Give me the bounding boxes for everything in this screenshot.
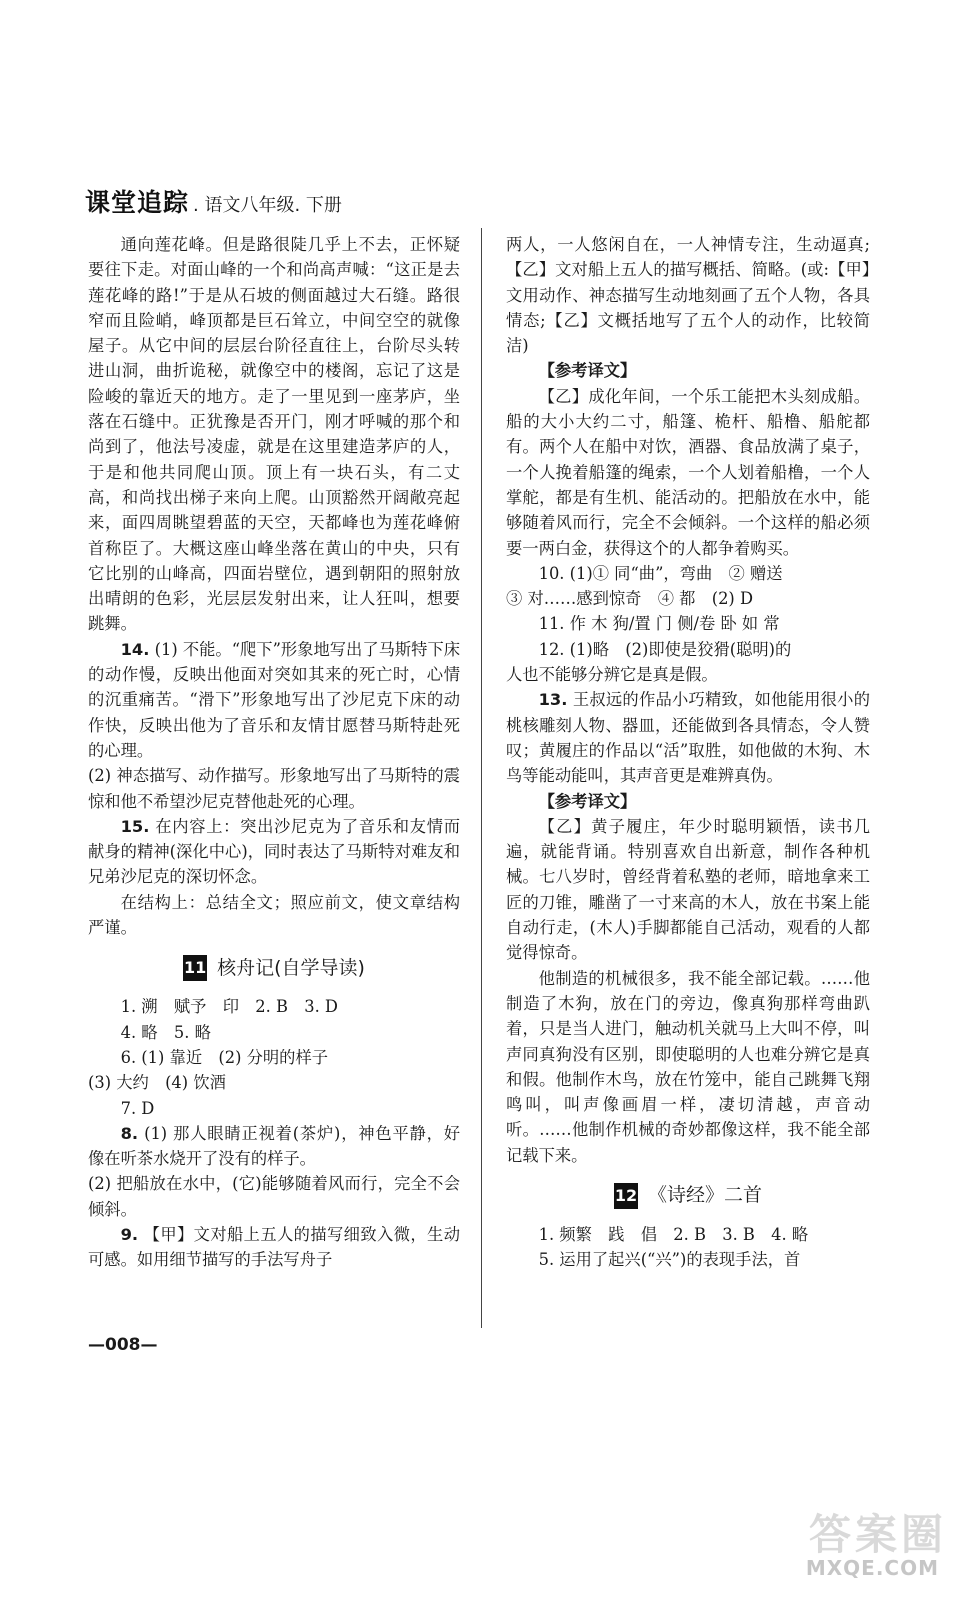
- reference-translation-title: 【参考译文】: [538, 791, 637, 811]
- answer-text: (1) 不能。“爬下”形象地写出了马斯特下床的动作慢，反映出他面对突如其来的死亡时，心情的沉重痛苦。“滑下”形象地写出了沙尼克下床的动作快，反映出他为了音乐和友情甘愿替马斯特赴死的心理。: [88, 639, 461, 760]
- answer-line: 11. 作 木 狗/置 门 侧/卷 卧 如 常: [538, 614, 780, 634]
- answer-text: (1) 那人眼睛正视着(茶炉)，神色平静，好像在听茶水烧开了没有的样子。: [88, 1123, 460, 1169]
- answer-text: 【甲】文对船上五人的描写细致入微，生动可感。如用细节描写的手法写舟子: [88, 1224, 460, 1270]
- section-title: 《诗经》二首: [647, 1184, 762, 1207]
- answer-14: [88, 637, 460, 763]
- reference-translation: 【乙】黄子履庄，年少时聪明颖悟，读书几遍，就能背诵。特别喜欢自出新意，制作各种机械。七八岁时，曾经背着私塾的老师，暗地拿来工匠的刀锥，雕凿了一寸来高的木人，放在书案上能自动行走，(木人)手脚都能自己活动，观看的人都觉得惊奇。: [506, 816, 870, 963]
- section-heading-11: [88, 946, 460, 990]
- answer-line: 10. (1)① 同“曲”，弯曲 ② 赠送: [538, 563, 783, 583]
- answer-line: 4. 略 5. 略: [120, 1022, 211, 1042]
- column-divider: [481, 228, 482, 1328]
- section-number-badge: 11: [183, 955, 207, 981]
- brand-title: 课堂追踪: [85, 188, 190, 217]
- answer-number: 14.: [120, 639, 150, 659]
- answer-line: 1. 频繁 践 倡 2. B 3. B 4. 略: [538, 1224, 809, 1244]
- right-column: [506, 232, 870, 1273]
- answer-line: 7. D: [120, 1098, 155, 1118]
- section-title: 核舟记(自学导读): [217, 956, 365, 979]
- book-subtitle: . 语文八年级. 下册: [193, 195, 342, 216]
- answer-14-part2: (2) 神态描写、动作描写。形象地写出了马斯特的震惊和他不希望沙尼克替他赴死的心理。: [88, 766, 460, 811]
- answer-line: (3) 大约 (4) 饮酒: [88, 1073, 226, 1093]
- answer-15-part2: 在结构上：总结全文；照应前文，使文章结构严谨。: [88, 892, 460, 938]
- answer-text: 在内容上：突出沙尼克为了音乐和友情而献身的精神(深化中心)，同时表达了马斯特对难友和兄弟沙尼克的深切怀念。: [88, 816, 460, 887]
- answer-line: (2) 把船放在水中，(它)能够随着风而行，完全不会倾斜。: [88, 1174, 460, 1219]
- answer-line: 12. (1)略 (2)即使是狡猾(聪明)的: [538, 639, 792, 659]
- section-heading-12: [506, 1174, 870, 1218]
- left-column: [88, 232, 460, 1273]
- reference-translation: 【乙】成化年间，一个乐工能把木头刻成船。船的大小大约二寸，船篷、桅杆、船橹、船舵都有。两个人在船中对饮，酒器、食品放满了桌子，一个人挽着船篷的绳索，一个人划着船橹，一个人掌舵，都是有生机、能活动的。把船放在水中，能够随着风而行，完全不会倾斜。一个这样的船必须要一两白金，获得这个的人都争着购买。: [506, 386, 870, 558]
- answer-line: 1. 溯 赋予 印 2. B 3. D: [120, 997, 338, 1017]
- reference-translation-title: 【参考译文】: [538, 361, 637, 381]
- answer-number: 15.: [120, 816, 150, 836]
- answer-text: 王叔远的作品小巧精致，如他能用很小的桃核雕刻人物、器皿，还能做到各具情态，令人赞叹；黄履庄的作品以“活”取胜，如他做的木狗、木鸟等能动能叫，其声音更是难辨真伪。: [506, 690, 870, 786]
- reference-translation: 他制造的机械很多，我不能全部记载。……他制造了木狗，放在门的旁边，像真狗那样弯曲趴着，只是当人进门，触动机关就马上大叫不停，叫声同真狗没有区别，即使聪明的人也难分辨它是真和假。他制作木鸟，放在竹笼中，能自己跳舞飞翔鸣叫，叫声像画眉一样，凄切清越，声音动听。……他制作机械的奇妙都像这样，我不能全部记载下来。: [506, 968, 870, 1165]
- answer-line: 人也不能够分辨它是真是假。: [506, 665, 718, 685]
- answer-8: [88, 1121, 460, 1172]
- watermark-text: 答案圈: [808, 1510, 947, 1559]
- answer-9: [88, 1222, 460, 1273]
- answer-number: 13.: [538, 690, 568, 710]
- answer-number: 8.: [120, 1123, 139, 1143]
- watermark-url: MXQE.COM: [805, 1556, 939, 1580]
- translation-paragraph: 通向莲花峰。但是路很陡几乎上不去，正怀疑要往下走。对面山峰的一个和尚高声喊：“这正是去莲花峰的路!”于是从石坡的侧面越过大石缝。路很窄而且险峭，峰顶都是巨石耸立，中间空空的就像屋子。从它中间的层层台阶径直往上，台阶尽头转进山洞，曲折诡秘，就像空中的楼阁，忘记了这是险峻的靠近天的地方。走了一里见到一座茅庐，坐落在石缝中。正犹豫是否开门，刚才呼喊的那个和尚到了，他法号凌虚，就是在这里建造茅庐的人，于是和他共同爬山顶。顶上有一块石头，有二丈高，和尚找出梯子来向上爬。山顶豁然开阔敞亮起来，面四周眺望碧蓝的天空，天都峰也为莲花峰俯首称臣了。大概这座山峰坐落在黄山的中央，只有它比别的山峰高，四面岩壁位，遇到朝阳的照射放出晴朗的色彩，光层层发射出来，让人狂叫，想要跳舞。: [88, 235, 460, 634]
- answer-number: 9.: [120, 1224, 139, 1244]
- answer-line: 5. 运用了起兴(“兴”)的表现手法，首: [538, 1250, 801, 1270]
- answer-line: ③ 对……感到惊奇 ④ 都 (2) D: [506, 589, 754, 609]
- answer-13: [506, 687, 870, 788]
- page-header: [85, 185, 342, 219]
- answer-15: [88, 814, 460, 890]
- page-number: —008—: [88, 1335, 158, 1355]
- answer-line: 6. (1) 靠近 (2) 分明的样子: [120, 1047, 329, 1067]
- watermark-logo: [757, 1502, 947, 1582]
- answer-continuation: 两人，一人悠闲自在，一人神情专注，生动逼真;【乙】文对船上五人的描写概括、简略。(或:【甲】文用动作、神态描写生动地刻画了五个人物，各具情态;【乙】文概括地写了五个人的动作，比较简洁): [506, 235, 870, 356]
- section-number-badge: 12: [614, 1183, 638, 1209]
